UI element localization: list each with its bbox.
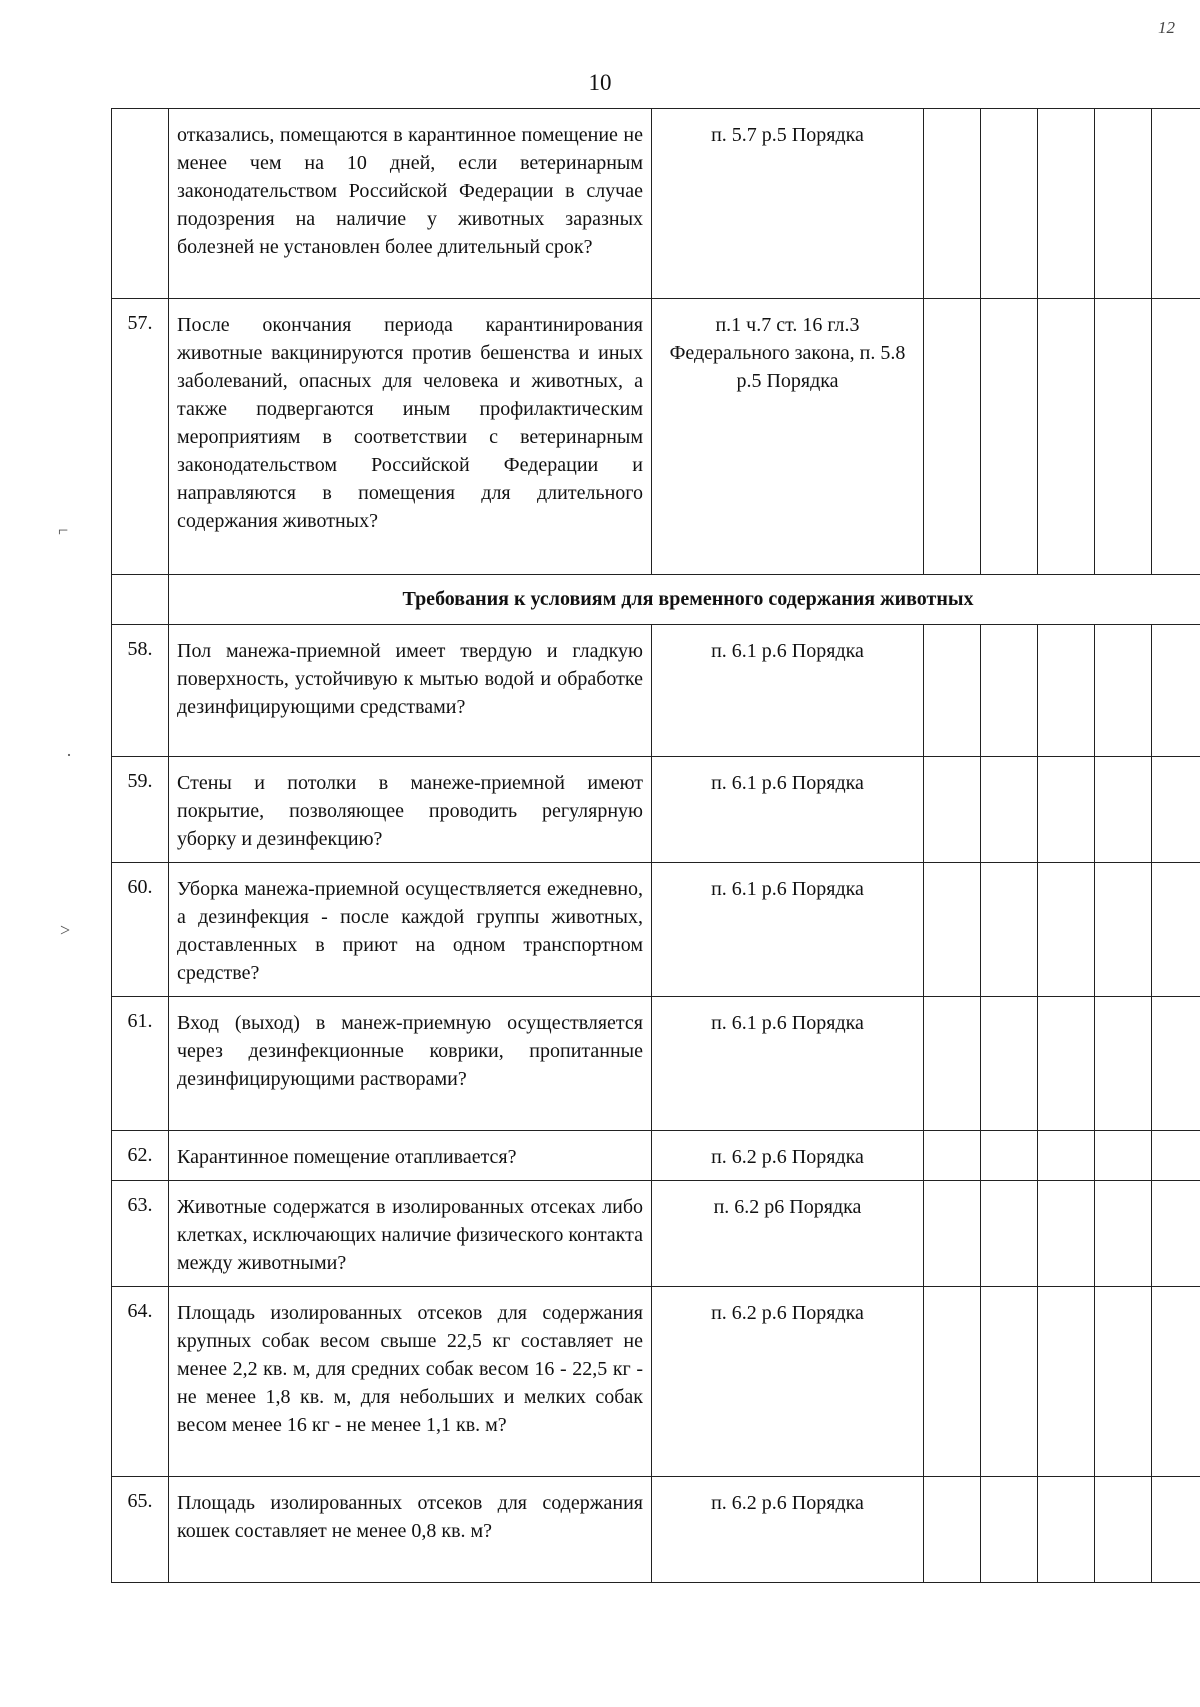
table-row bbox=[112, 109, 1200, 299]
table-row bbox=[112, 1287, 1200, 1477]
row-number: 62. bbox=[112, 1131, 169, 1181]
answer-cell[interactable] bbox=[924, 109, 981, 299]
row-question: Площадь изолированных отсеков для содержания кошек составляет не менее 0,8 кв. м? bbox=[169, 1477, 652, 1583]
answer-cell[interactable] bbox=[1038, 109, 1095, 299]
answer-cell[interactable] bbox=[924, 1131, 981, 1181]
corner-handwritten-mark: 12 bbox=[1158, 18, 1175, 37]
row-question: Стены и потолки в манеже-приемной имеют покрытие, позволяющее проводить регулярную уборку и дезинфекцию? bbox=[169, 757, 652, 863]
table-row bbox=[112, 863, 1200, 997]
row-reference: п. 6.2 р6 Порядка bbox=[652, 1181, 924, 1287]
row-question: Площадь изолированных отсеков для содержания крупных собак весом свыше 22,5 кг составляет не менее 2,2 кв. м, для средних собак весом 16 - 22,5 кг - не менее 1,8 кв. м, для небольших и мелких собак весом менее 16 кг - не менее 1,1 кв. м? bbox=[169, 1287, 652, 1477]
answer-cell[interactable] bbox=[1152, 1287, 1200, 1477]
answer-cell[interactable] bbox=[1038, 997, 1095, 1131]
scan-speck: · bbox=[66, 745, 72, 765]
row-question: Животные содержатся в изолированных отсеках либо клетках, исключающих наличие физического контакта между животными? bbox=[169, 1181, 652, 1287]
row-question: отказались, помещаются в карантинное помещение не менее чем на 10 дней, если ветеринарным законодательством Российской Федерации в случае подозрения на наличие у животных заразных болезней не установлен более длительный срок? bbox=[169, 109, 652, 299]
row-reference: п. 6.2 р.6 Порядка bbox=[652, 1131, 924, 1181]
row-question: Карантинное помещение отапливается? bbox=[169, 1131, 652, 1181]
row-reference: п. 6.1 р.6 Порядка bbox=[652, 625, 924, 757]
row-number: 61. bbox=[112, 997, 169, 1131]
row-reference: п. 6.2 р.6 Порядка bbox=[652, 1477, 924, 1583]
row-question: После окончания периода карантинирования животные вакцинируются против бешенства и иных заболеваний, опасных для человека и животных, а также подвергаются иным профилактическим мероприятиям в соответствии с ветеринарным законодательством Российской Федерации и направляются в помещения для длительного содержания животных? bbox=[169, 299, 652, 575]
row-reference: п. 6.1 р.6 Порядка bbox=[652, 863, 924, 997]
answer-cell[interactable] bbox=[981, 757, 1038, 863]
answer-cell[interactable] bbox=[924, 863, 981, 997]
checklist-table bbox=[111, 108, 1200, 1583]
answer-cell[interactable] bbox=[981, 997, 1038, 1131]
table-row bbox=[112, 997, 1200, 1131]
scan-speck: ⌐ bbox=[58, 520, 69, 540]
row-number: 58. bbox=[112, 625, 169, 757]
answer-cell[interactable] bbox=[1095, 1477, 1152, 1583]
row-question: Вход (выход) в манеж-приемную осуществляется через дезинфекционные коврики, пропитанные дезинфицирующими растворами? bbox=[169, 997, 652, 1131]
answer-cell[interactable] bbox=[981, 863, 1038, 997]
row-number: 65. bbox=[112, 1477, 169, 1583]
answer-cell[interactable] bbox=[1152, 757, 1200, 863]
table-row bbox=[112, 299, 1200, 575]
answer-cell[interactable] bbox=[981, 1181, 1038, 1287]
answer-cell[interactable] bbox=[1152, 625, 1200, 757]
row-question: Пол манежа-приемной имеет твердую и гладкую поверхность, устойчивую к мытью водой и обработке дезинфицирующими средствами? bbox=[169, 625, 652, 757]
answer-cell[interactable] bbox=[1095, 1287, 1152, 1477]
row-number: 60. bbox=[112, 863, 169, 997]
row-reference: п. 5.7 р.5 Порядка bbox=[652, 109, 924, 299]
section-title: Требования к условиям для временного содержания животных bbox=[169, 575, 1200, 625]
answer-cell[interactable] bbox=[1095, 1131, 1152, 1181]
row-number: 59. bbox=[112, 757, 169, 863]
answer-cell[interactable] bbox=[1038, 1477, 1095, 1583]
answer-cell[interactable] bbox=[1038, 757, 1095, 863]
answer-cell[interactable] bbox=[1152, 299, 1200, 575]
answer-cell[interactable] bbox=[981, 299, 1038, 575]
answer-cell[interactable] bbox=[981, 1287, 1038, 1477]
answer-cell[interactable] bbox=[981, 109, 1038, 299]
row-number: 63. bbox=[112, 1181, 169, 1287]
table-row bbox=[112, 625, 1200, 757]
answer-cell[interactable] bbox=[924, 1287, 981, 1477]
row-reference: п. 6.2 р.6 Порядка bbox=[652, 1287, 924, 1477]
answer-cell[interactable] bbox=[1038, 863, 1095, 997]
row-number bbox=[112, 575, 169, 625]
scan-speck: ˃ bbox=[60, 920, 71, 940]
answer-cell[interactable] bbox=[1095, 109, 1152, 299]
answer-cell[interactable] bbox=[1152, 997, 1200, 1131]
answer-cell[interactable] bbox=[924, 997, 981, 1131]
answer-cell[interactable] bbox=[1095, 625, 1152, 757]
answer-cell[interactable] bbox=[1038, 625, 1095, 757]
answer-cell[interactable] bbox=[924, 625, 981, 757]
answer-cell[interactable] bbox=[1152, 1181, 1200, 1287]
row-reference: п. 6.1 р.6 Порядка bbox=[652, 997, 924, 1131]
answer-cell[interactable] bbox=[981, 1477, 1038, 1583]
answer-cell[interactable] bbox=[1038, 1181, 1095, 1287]
answer-cell[interactable] bbox=[924, 1477, 981, 1583]
row-reference: п. 6.1 р.6 Порядка bbox=[652, 757, 924, 863]
answer-cell[interactable] bbox=[1095, 863, 1152, 997]
section-row bbox=[112, 575, 1200, 625]
row-question: Уборка манежа-приемной осуществляется ежедневно, а дезинфекция - после каждой группы животных, доставленных в приют на одном транспортном средстве? bbox=[169, 863, 652, 997]
row-number: 64. bbox=[112, 1287, 169, 1477]
answer-cell[interactable] bbox=[1095, 1181, 1152, 1287]
table-row bbox=[112, 1477, 1200, 1583]
answer-cell[interactable] bbox=[1152, 1477, 1200, 1583]
row-reference: п.1 ч.7 ст. 16 гл.3 Федерального закона, п. 5.8 р.5 Порядка bbox=[652, 299, 924, 575]
answer-cell[interactable] bbox=[924, 757, 981, 863]
row-number bbox=[112, 109, 169, 299]
answer-cell[interactable] bbox=[1095, 757, 1152, 863]
answer-cell[interactable] bbox=[924, 299, 981, 575]
answer-cell[interactable] bbox=[1152, 1131, 1200, 1181]
answer-cell[interactable] bbox=[981, 625, 1038, 757]
table-row bbox=[112, 1181, 1200, 1287]
row-number: 57. bbox=[112, 299, 169, 575]
page-number: 10 bbox=[588, 70, 612, 95]
answer-cell[interactable] bbox=[1038, 299, 1095, 575]
answer-cell[interactable] bbox=[924, 1181, 981, 1287]
answer-cell[interactable] bbox=[981, 1131, 1038, 1181]
answer-cell[interactable] bbox=[1152, 109, 1200, 299]
answer-cell[interactable] bbox=[1095, 299, 1152, 575]
answer-cell[interactable] bbox=[1152, 863, 1200, 997]
answer-cell[interactable] bbox=[1095, 997, 1152, 1131]
answer-cell[interactable] bbox=[1038, 1287, 1095, 1477]
table-row bbox=[112, 1131, 1200, 1181]
table-row bbox=[112, 757, 1200, 863]
answer-cell[interactable] bbox=[1038, 1131, 1095, 1181]
